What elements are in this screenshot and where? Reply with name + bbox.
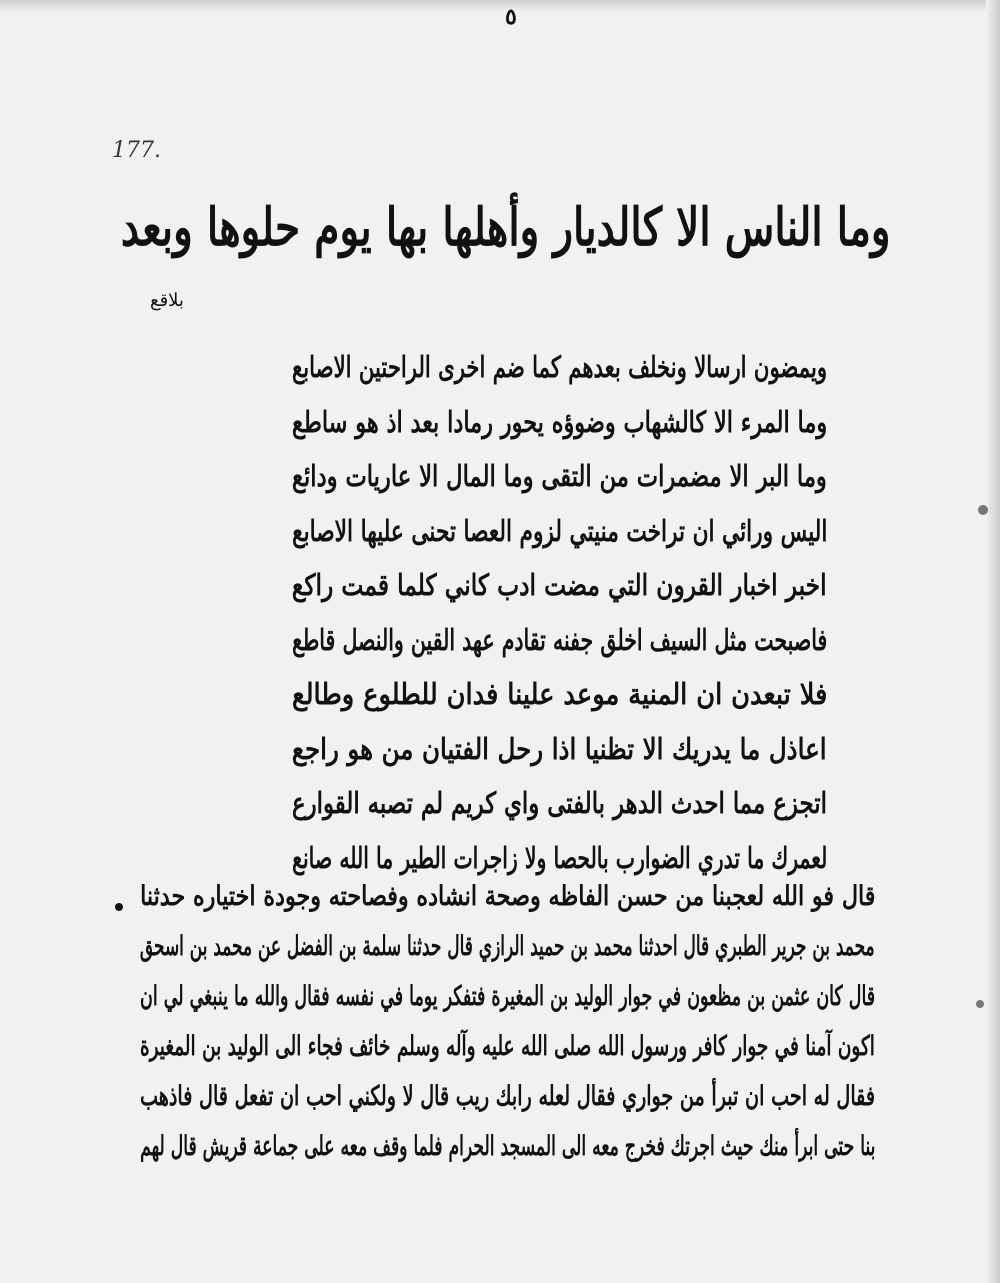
title-gloss: بلاقع	[150, 290, 184, 311]
verse-line: وما البر الا مضمرات من التقى وما المال الا عاريات ودائع	[292, 459, 827, 493]
prose-block	[140, 872, 875, 1172]
verse-line: اليس ورائي ان تراخت منيتي لزوم العصا تحنى عليها الاصابع	[291, 513, 827, 548]
verse-line: اعاذل ما يدريك الا تظنيا اذا رحل الفتيان من هو راجع	[292, 731, 827, 766]
prose-line: فقال له احب ان تبرأ من جواري فقال لعله رابك ريب قال لا ولكني احب ان تفعل قال فاذهب	[140, 1081, 875, 1112]
top-mark: ٥	[505, 4, 517, 30]
verse-line: وما المرء الا كالشهاب وضوؤه يحور رمادا بعد اذ هو ساطع	[291, 404, 827, 439]
ink-stain	[976, 1000, 984, 1008]
verse-line: اتجزع مما احدث الدهر بالفتى واي كريم لم تصبه القوارع	[292, 786, 827, 820]
ink-stain	[978, 505, 988, 515]
page-right-edge	[986, 0, 1000, 1283]
verse-block	[292, 340, 827, 885]
prose-line: اكون آمنا في جوار كافر ورسول الله صلى الله عليه وآله وسلم خائف فجاء الى الوليد بن المغيرة	[140, 1031, 875, 1062]
verse-line: اخبر اخبار القرون التي مضت ادب كاني كلما قمت راكع	[292, 568, 827, 602]
verse-line: فلا تبعدن ان المنية موعد علينا فدان للطلوع وطالع	[291, 677, 827, 711]
verse-line: لعمرك ما تدري الضوارب بالحصا ولا زاجرات الطير ما الله صانع	[291, 840, 827, 875]
page-top-edge	[0, 0, 1000, 12]
title-verse: وما الناس الا كالديار وأهلها بها يوم حلوها وبعد	[120, 197, 890, 258]
verse-line: ويمضون ارسالا ونخلف بعدهم كما ضم اخرى الراحتين الاصابع	[291, 350, 827, 384]
prose-line: قال فو الله لعجبنا من حسن الفاظه وصحة انشاده وفصاحته وجودة اختياره حدثنا	[139, 881, 875, 912]
folio-number: 177.	[112, 138, 161, 163]
prose-line: قال كان عثمن بن مظعون في جوار الوليد بن المغيرة فتفكر يوما في نفسه فقال والله ما ينبغي لي ان	[139, 981, 875, 1012]
prose-line: محمد بن جرير الطبري قال احدثنا محمد بن حميد الرازي قال حدثنا سلمة بن الفضل عن محمد بن اسحق	[140, 931, 875, 962]
prose-line: بنا حتى ابرأ منك حيث اجرتك فخرج معه الى المسجد الحرام فلما وقف معه على جماعة قريش قال لهم	[139, 1131, 875, 1162]
verse-line: فاصبحت مثل السيف اخلق جفنه تقادم عهد القين والنصل قاطع	[291, 622, 827, 657]
